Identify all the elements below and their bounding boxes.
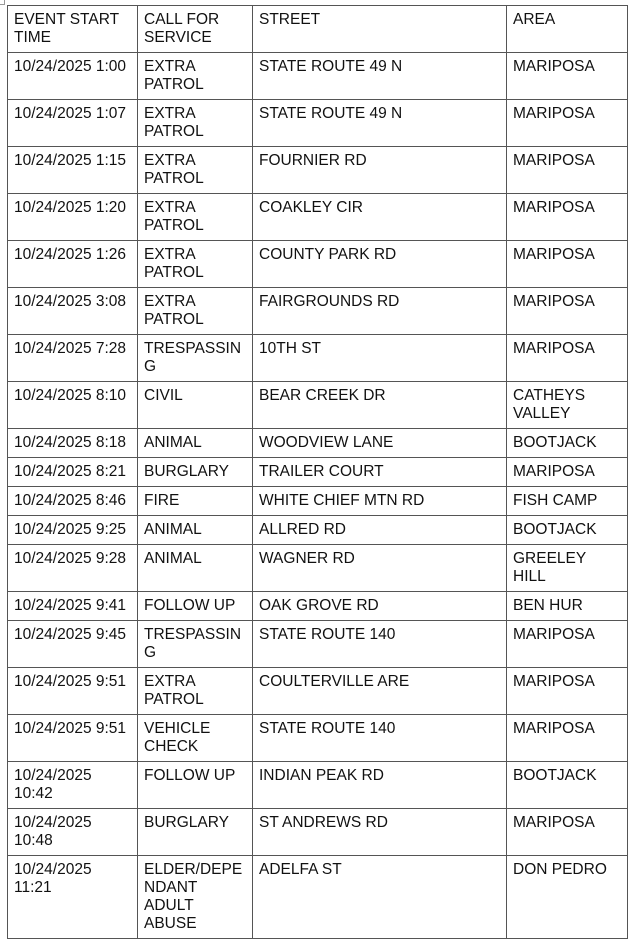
area-cell: MARIPOSA bbox=[507, 715, 628, 762]
event-start-time-cell: 10/24/2025 8:46 bbox=[8, 487, 138, 516]
call-for-service-cell: EXTRA PATROL bbox=[138, 147, 253, 194]
event-start-time-cell: 10/24/2025 9:45 bbox=[8, 621, 138, 668]
event-start-time-cell: 10/24/2025 1:20 bbox=[8, 194, 138, 241]
table-row bbox=[8, 856, 628, 939]
event-start-time-cell: 10/24/2025 1:15 bbox=[8, 147, 138, 194]
area-cell: MARIPOSA bbox=[507, 288, 628, 335]
header-street: STREET bbox=[253, 6, 507, 53]
table-row bbox=[8, 335, 628, 382]
event-start-time-cell: 10/24/2025 10:48 bbox=[8, 809, 138, 856]
table-header-row bbox=[8, 6, 628, 53]
street-cell: STATE ROUTE 49 N bbox=[253, 100, 507, 147]
call-for-service-cell: EXTRA PATROL bbox=[138, 288, 253, 335]
call-for-service-cell: EXTRA PATROL bbox=[138, 53, 253, 100]
area-cell: MARIPOSA bbox=[507, 241, 628, 288]
corner-mark bbox=[0, 0, 5, 5]
area-cell: MARIPOSA bbox=[507, 194, 628, 241]
table-row bbox=[8, 241, 628, 288]
table-row bbox=[8, 809, 628, 856]
table-row bbox=[8, 715, 628, 762]
event-start-time-cell: 10/24/2025 9:25 bbox=[8, 516, 138, 545]
table-row bbox=[8, 147, 628, 194]
call-for-service-cell: FOLLOW UP bbox=[138, 762, 253, 809]
street-cell: STATE ROUTE 140 bbox=[253, 621, 507, 668]
street-cell: OAK GROVE RD bbox=[253, 592, 507, 621]
table-row bbox=[8, 621, 628, 668]
street-cell: WHITE CHIEF MTN RD bbox=[253, 487, 507, 516]
event-start-time-cell: 10/24/2025 11:21 bbox=[8, 856, 138, 939]
table-row bbox=[8, 762, 628, 809]
event-start-time-cell: 10/24/2025 9:51 bbox=[8, 668, 138, 715]
event-start-time-cell: 10/24/2025 10:42 bbox=[8, 762, 138, 809]
area-cell: MARIPOSA bbox=[507, 668, 628, 715]
area-cell: MARIPOSA bbox=[507, 809, 628, 856]
header-area: AREA bbox=[507, 6, 628, 53]
call-log-table bbox=[7, 5, 628, 939]
area-cell: MARIPOSA bbox=[507, 458, 628, 487]
area-cell: GREELEY HILL bbox=[507, 545, 628, 592]
street-cell: BEAR CREEK DR bbox=[253, 382, 507, 429]
event-start-time-cell: 10/24/2025 1:07 bbox=[8, 100, 138, 147]
street-cell: FAIRGROUNDS RD bbox=[253, 288, 507, 335]
table-row bbox=[8, 487, 628, 516]
call-for-service-cell: CIVIL bbox=[138, 382, 253, 429]
street-cell: STATE ROUTE 49 N bbox=[253, 53, 507, 100]
area-cell: BOOTJACK bbox=[507, 762, 628, 809]
call-for-service-cell: BURGLARY bbox=[138, 809, 253, 856]
event-start-time-cell: 10/24/2025 8:10 bbox=[8, 382, 138, 429]
call-for-service-cell: EXTRA PATROL bbox=[138, 241, 253, 288]
area-cell: BOOTJACK bbox=[507, 516, 628, 545]
street-cell: COULTERVILLE ARE bbox=[253, 668, 507, 715]
call-for-service-cell: FIRE bbox=[138, 487, 253, 516]
header-event-start-time: EVENT START TIME bbox=[8, 6, 138, 53]
call-for-service-cell: EXTRA PATROL bbox=[138, 100, 253, 147]
street-cell: TRAILER COURT bbox=[253, 458, 507, 487]
area-cell: MARIPOSA bbox=[507, 335, 628, 382]
call-for-service-cell: VEHICLE CHECK bbox=[138, 715, 253, 762]
area-cell: CATHEYS VALLEY bbox=[507, 382, 628, 429]
area-cell: MARIPOSA bbox=[507, 147, 628, 194]
table-row bbox=[8, 429, 628, 458]
call-for-service-cell: ELDER/DEPENDANT ADULT ABUSE bbox=[138, 856, 253, 939]
table-row bbox=[8, 592, 628, 621]
header-call-for-service: CALL FOR SERVICE bbox=[138, 6, 253, 53]
call-for-service-cell: EXTRA PATROL bbox=[138, 668, 253, 715]
event-start-time-cell: 10/24/2025 9:28 bbox=[8, 545, 138, 592]
street-cell: FOURNIER RD bbox=[253, 147, 507, 194]
call-for-service-cell: ANIMAL bbox=[138, 516, 253, 545]
area-cell: DON PEDRO bbox=[507, 856, 628, 939]
street-cell: ST ANDREWS RD bbox=[253, 809, 507, 856]
street-cell: COUNTY PARK RD bbox=[253, 241, 507, 288]
table-row bbox=[8, 53, 628, 100]
table-row bbox=[8, 545, 628, 592]
street-cell: WAGNER RD bbox=[253, 545, 507, 592]
event-start-time-cell: 10/24/2025 7:28 bbox=[8, 335, 138, 382]
table-row bbox=[8, 458, 628, 487]
event-start-time-cell: 10/24/2025 8:21 bbox=[8, 458, 138, 487]
area-cell: MARIPOSA bbox=[507, 53, 628, 100]
call-for-service-cell: TRESPASSING bbox=[138, 621, 253, 668]
call-for-service-cell: TRESPASSING bbox=[138, 335, 253, 382]
call-for-service-cell: ANIMAL bbox=[138, 429, 253, 458]
table-row bbox=[8, 668, 628, 715]
call-for-service-cell: BURGLARY bbox=[138, 458, 253, 487]
street-cell: INDIAN PEAK RD bbox=[253, 762, 507, 809]
event-start-time-cell: 10/24/2025 9:41 bbox=[8, 592, 138, 621]
street-cell: STATE ROUTE 140 bbox=[253, 715, 507, 762]
area-cell: MARIPOSA bbox=[507, 100, 628, 147]
call-for-service-cell: EXTRA PATROL bbox=[138, 194, 253, 241]
event-start-time-cell: 10/24/2025 1:26 bbox=[8, 241, 138, 288]
street-cell: ADELFA ST bbox=[253, 856, 507, 939]
street-cell: ALLRED RD bbox=[253, 516, 507, 545]
area-cell: BEN HUR bbox=[507, 592, 628, 621]
street-cell: 10TH ST bbox=[253, 335, 507, 382]
table-row bbox=[8, 194, 628, 241]
table-row bbox=[8, 100, 628, 147]
street-cell: WOODVIEW LANE bbox=[253, 429, 507, 458]
event-start-time-cell: 10/24/2025 1:00 bbox=[8, 53, 138, 100]
area-cell: FISH CAMP bbox=[507, 487, 628, 516]
event-start-time-cell: 10/24/2025 8:18 bbox=[8, 429, 138, 458]
event-start-time-cell: 10/24/2025 3:08 bbox=[8, 288, 138, 335]
table-row bbox=[8, 382, 628, 429]
area-cell: BOOTJACK bbox=[507, 429, 628, 458]
event-start-time-cell: 10/24/2025 9:51 bbox=[8, 715, 138, 762]
table-row bbox=[8, 516, 628, 545]
call-for-service-cell: ANIMAL bbox=[138, 545, 253, 592]
area-cell: MARIPOSA bbox=[507, 621, 628, 668]
street-cell: COAKLEY CIR bbox=[253, 194, 507, 241]
call-for-service-cell: FOLLOW UP bbox=[138, 592, 253, 621]
table-row bbox=[8, 288, 628, 335]
